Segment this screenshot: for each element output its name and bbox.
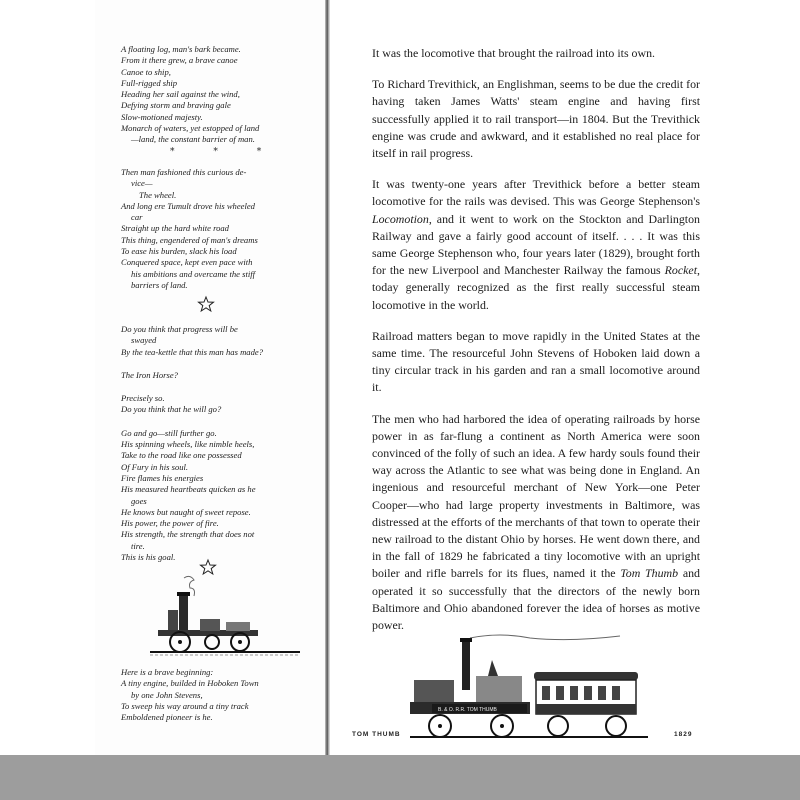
poem-line: by one John Stevens, — [131, 689, 203, 700]
poem-line: By the tea-kettle that this man has made? — [121, 346, 264, 357]
poem-stanza-1 — [121, 44, 301, 146]
poem-line: barriers of land. — [131, 279, 188, 290]
star-icon — [200, 559, 216, 575]
poem-line: To sweep his way around a tiny track — [121, 700, 249, 711]
poem-line: Heading her sail against the wind, — [121, 89, 240, 100]
poem-line: His spinning wheels, like nimble heels, — [121, 439, 255, 450]
poem-stanza-3 — [121, 324, 301, 563]
paragraph-stevens: Railroad matters began to move rapidly in the United States at the same time. The resourceful John Stevens of Hoboken laid down a tiny circular track in his garden and ran a small locomotive around it. — [372, 328, 700, 395]
poem-line: This is his goal. — [121, 552, 176, 563]
poem-line: Of Fury in his soul. — [121, 461, 189, 472]
poem-line: car — [131, 212, 143, 223]
poem-line: Defying storm and braving gale — [121, 100, 231, 111]
poem-line: His power, the power of fire. — [121, 518, 219, 529]
poem-line: —land, the constant barrier of man. — [131, 134, 255, 145]
poem-line: tire. — [131, 540, 145, 551]
scan-background — [0, 755, 800, 800]
poem-line: Then man fashioned this curious de- — [121, 167, 247, 177]
poem-line: Monarch of waters, yet estopped of land — [121, 123, 260, 134]
poem-line: Emboldened pioneer is he. — [121, 712, 213, 723]
caption-year: 1829 — [674, 731, 693, 738]
poem-line: From it there grew, a brave canoe — [121, 55, 238, 66]
poem-line: Go and go—still further go. — [121, 427, 217, 438]
poem-line: And long ere Tumult drove his wheeled — [121, 200, 255, 211]
paragraph-stephenson: It was twenty-one years after Trevithick before a better steam locomotive for the rails was devised. This was George Stephenson's Locomotion, and it went to work on the Stockton and Darlington Railway and gave a fairly good account of itself. . . . It was this same George Stephenson who, four years later (1829), brought forth for the new Liverpool and Manchester Railway the famous Rocket, today generally recognized as the first really successful steam locomotive in the world. — [372, 177, 700, 312]
poem-line: Take to the road like one possessed — [121, 450, 242, 461]
poem-line: Precisely so. — [121, 393, 165, 404]
poem-line: The wheel. — [139, 189, 177, 200]
caption-tom-thumb: TOM THUMB — [352, 731, 401, 738]
tom-thumb-illustration — [410, 632, 650, 742]
poem-stanza-2 — [121, 167, 301, 291]
paragraph-trevithick: To Richard Trevithick, an Englishman, seems to be due the credit for having taken James Watts' steam engine and having first successfully applied it to rail transport—in 1804. But the Trevithick engine was crude and awkward, and it established no real place for itself in rail progress. — [372, 77, 700, 161]
poem-line: Conquered space, kept even pace with — [121, 257, 253, 268]
poem-stanza-6 — [121, 667, 301, 723]
poem-line: Fire flames his energies — [121, 472, 204, 483]
poem-line: Do you think that he will go? — [121, 404, 222, 415]
car-lettering: B. & O. R.R. TOM THUMB — [438, 707, 497, 713]
poem-line: swayed — [131, 335, 157, 346]
poem-line: To ease his burden, slack his load — [121, 246, 237, 257]
prose-column — [372, 45, 700, 648]
poem-line: Here is a brave beginning: — [121, 667, 214, 677]
poem-line: Do you think that progress will be — [121, 324, 238, 334]
poem-line: Slow-motioned majesty. — [121, 111, 203, 122]
poem-line: his ambitions and overcame the stiff — [131, 268, 256, 279]
poem-line: His strength, the strength that does not — [121, 529, 255, 540]
paragraph-intro: It was the locomotive that brought the railroad into its own. — [372, 46, 656, 60]
poem-line: A floating log, man's bark became. — [121, 44, 241, 54]
poem-line: goes — [131, 495, 147, 506]
stevens-engine-illustration — [150, 574, 305, 659]
poem-line: Straight up the hard white road — [121, 223, 229, 234]
poem-line: His measured heartbeats quicken as he — [121, 484, 256, 495]
poem-line: vice— — [131, 178, 153, 189]
poem-line: The Iron Horse? — [121, 369, 178, 380]
poem-line: Canoe to ship, — [121, 66, 171, 77]
rocket-title: Rocket — [664, 263, 698, 278]
poem-line: A tiny engine, builded in Hoboken Town — [121, 678, 259, 689]
poem-line: He knows but naught of sweet repose. — [121, 506, 251, 517]
star-icon — [198, 296, 214, 312]
poem-line: Full-rigged ship — [121, 77, 178, 88]
section-separator: * * * — [170, 147, 280, 157]
paragraph-peter-cooper: The men who had harbored the idea of operating railroads by horse power in as far-flung a continent as North America were soon convinced of the folly of such an idea. A few hardy souls found their way across the Atlantic to see what was being done in England. An ingenious and resourceful merchant of New York—one Peter Cooper—who had large property investments in Baltimore, was distressed at the efforts of the merchants of that town to operate their new railroad to the distant Ohio by horses. He went down there, and in the fall of 1829 he fabricated a tiny locomotive with an upright boiler and rifle barrels for its flues, named it the Tom Thumb and operated it so successfully that the directors of the newly born Baltimore and Ohio abandoned forever the idea of horses as motive power. — [372, 411, 700, 633]
poem-line: This thing, engendered of man's dreams — [121, 234, 258, 245]
locomotion-title: Locomotion — [372, 211, 429, 226]
tom-thumb-title: Tom Thumb — [620, 566, 679, 581]
